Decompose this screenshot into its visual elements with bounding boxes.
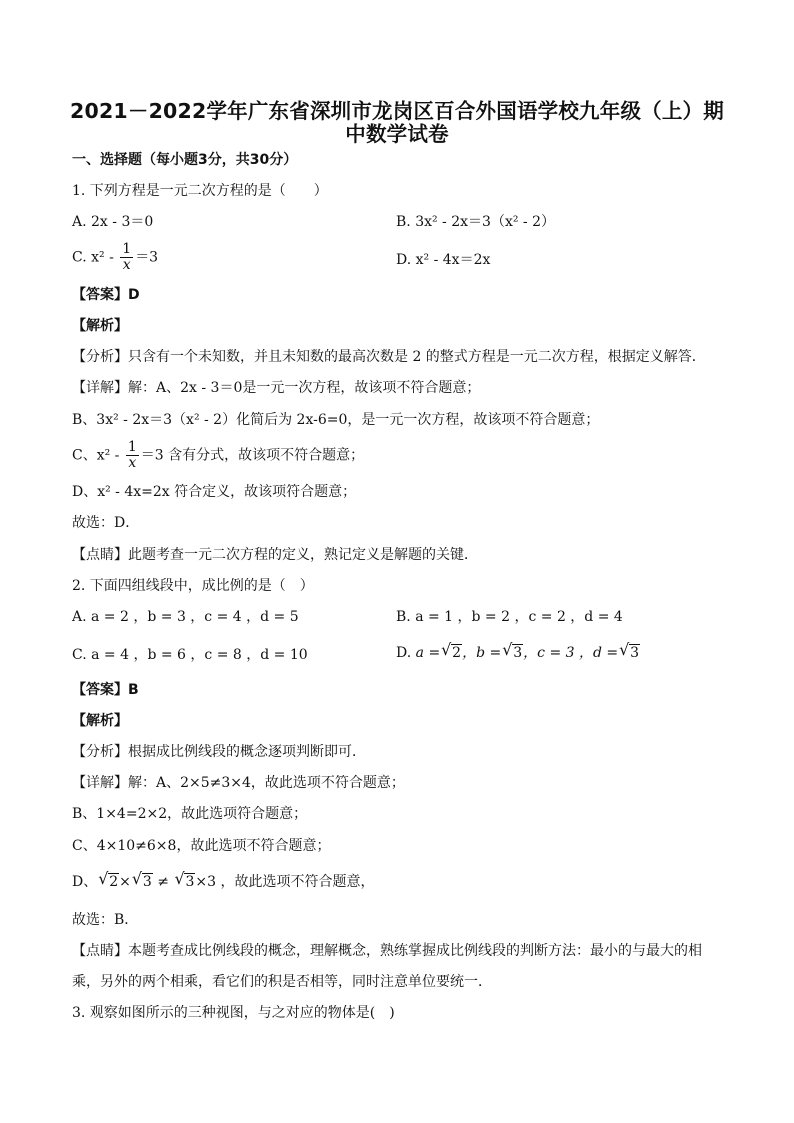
q1-dianjing: 【点睛】此题考查一元二次方程的定义，熟记定义是解题的关键．	[72, 547, 478, 563]
fraction-numerator: 1	[122, 241, 132, 257]
q1-detail-c-prefix: C、x² -	[72, 447, 124, 464]
q2-detail-d-prefix: D、	[72, 874, 98, 890]
radicand: 3	[513, 645, 523, 661]
q1-detail-d: D、x² - 4x=2x 符合定义，故该项符合题意；	[72, 484, 357, 500]
times-sign: ×	[119, 874, 131, 890]
q1-answer: 【答案】D	[72, 287, 140, 303]
q2-dianjing-line-2: 乘，另外的两个相乘，看它们的积是否相等，同时注意单位要统一．	[72, 974, 492, 990]
q2-dianjing-line-1: 【点睛】本题考查成比例线段的概念，理解概念，熟练掌握成比例线段的判断方法：最小的与最大的相	[72, 943, 702, 959]
fraction-denominator: x	[122, 257, 131, 273]
q2-detail-d-suffix: ×3 ，故此选项不符合题意，	[195, 874, 375, 890]
sqrt-expression	[441, 640, 462, 663]
q3-stem: 3. 观察如图所示的三种视图，与之对应的物体是( )	[72, 1005, 395, 1021]
q1-choose: 故选：D．	[72, 515, 140, 531]
q1-option-c-suffix: ＝3	[135, 249, 159, 266]
radicand: 3	[185, 874, 195, 890]
radical-sign-icon: √	[174, 869, 185, 888]
sqrt-expression	[174, 869, 195, 892]
q2-detail-c: C、4×10≠6×8，故此选项不符合题意；	[72, 838, 331, 854]
q2-detail-a: 【详解】解：A、2×5≠3×4，故此选项不符合题意；	[72, 775, 405, 791]
fraction	[126, 440, 139, 471]
q1-analysis-label: 【解析】	[72, 318, 128, 334]
q2-option-d	[396, 640, 640, 663]
radical-sign-icon: √	[98, 869, 109, 888]
q2-option-c: C. a = 4 ，b = 6 ，c = 8 ，d = 10	[72, 647, 308, 663]
q2-detail-b: B、1×4=2×2，故此选项符合题意；	[72, 806, 308, 822]
q2-option-a: A. a = 2 ，b = 3 ，c = 4 ，d = 5	[72, 609, 299, 625]
q2-detail-d	[72, 869, 375, 892]
radicand: 2	[452, 645, 462, 661]
fraction-numerator: 1	[127, 439, 137, 455]
radicand: 2	[109, 874, 119, 890]
radical-sign-icon: √	[441, 640, 452, 659]
radical-sign-icon: √	[502, 640, 513, 659]
page-title-line-1: 2021－2022学年广东省深圳市龙岗区百合外国语学校九年级（上）期	[70, 99, 724, 123]
q2-option-d-c: ，c = 3 ，d =	[523, 645, 619, 661]
sqrt-expression	[502, 640, 523, 663]
q2-option-d-label: D.	[396, 645, 412, 661]
q1-option-a: A. 2x - 3＝0	[72, 214, 154, 230]
q1-detail-b: B、3x² - 2x＝3（x² - 2）化简后为 2x-6=0，是一元一次方程，故该项不符合题意；	[72, 412, 600, 428]
q1-option-b: B. 3x² - 2x＝3（x² - 2）	[396, 214, 555, 230]
sqrt-expression	[131, 869, 153, 892]
q2-answer: 【答案】B	[72, 682, 139, 698]
section-heading: 一、选择题（每小题3分，共30分）	[72, 152, 298, 168]
q2-option-d-b: ，b =	[462, 645, 502, 661]
q2-option-b: B. a = 1 ，b = 2 ，c = 2 ，d = 4	[396, 609, 623, 625]
sqrt-expression	[619, 640, 640, 663]
q2-option-d-a: a =	[415, 645, 441, 661]
radical-sign-icon: √	[619, 640, 630, 659]
sqrt-expression	[98, 869, 119, 892]
q2-fenxi: 【分析】根据成比例线段的概念逐项判断即可．	[72, 744, 366, 760]
fraction	[120, 242, 133, 273]
q1-detail-c-suffix: ＝3 含有分式，故该项不符合题意；	[140, 447, 365, 464]
q1-option-c-prefix: C. x² -	[72, 249, 119, 266]
q1-detail-c	[72, 440, 364, 471]
fraction-denominator: x	[128, 455, 137, 471]
q2-choose: 故选：B．	[72, 912, 139, 928]
q2-stem: 2. 下面四组线段中，成比例的是（ ）	[72, 578, 314, 594]
q1-detail-a: 【详解】解：A、2x - 3＝0是一元一次方程，故该项不符合题意；	[72, 380, 481, 396]
q1-fenxi: 【分析】只含有一个未知数，并且未知数的最高次数是 2 的整式方程是一元二次方程，根据定义解答．	[72, 349, 706, 365]
radicand: 3	[142, 874, 152, 890]
q1-stem: 1. 下列方程是一元二次方程的是（ ）	[72, 183, 328, 199]
page-title-line-2: 中数学试卷	[345, 122, 449, 146]
q2-analysis-label: 【解析】	[72, 713, 128, 729]
q1-option-c	[72, 242, 158, 273]
radical-sign-icon: √	[131, 869, 143, 888]
radicand: 3	[630, 645, 640, 661]
not-equal-sign: ≠	[152, 874, 174, 890]
q1-option-d: D. x² - 4x＝2x	[396, 252, 491, 268]
